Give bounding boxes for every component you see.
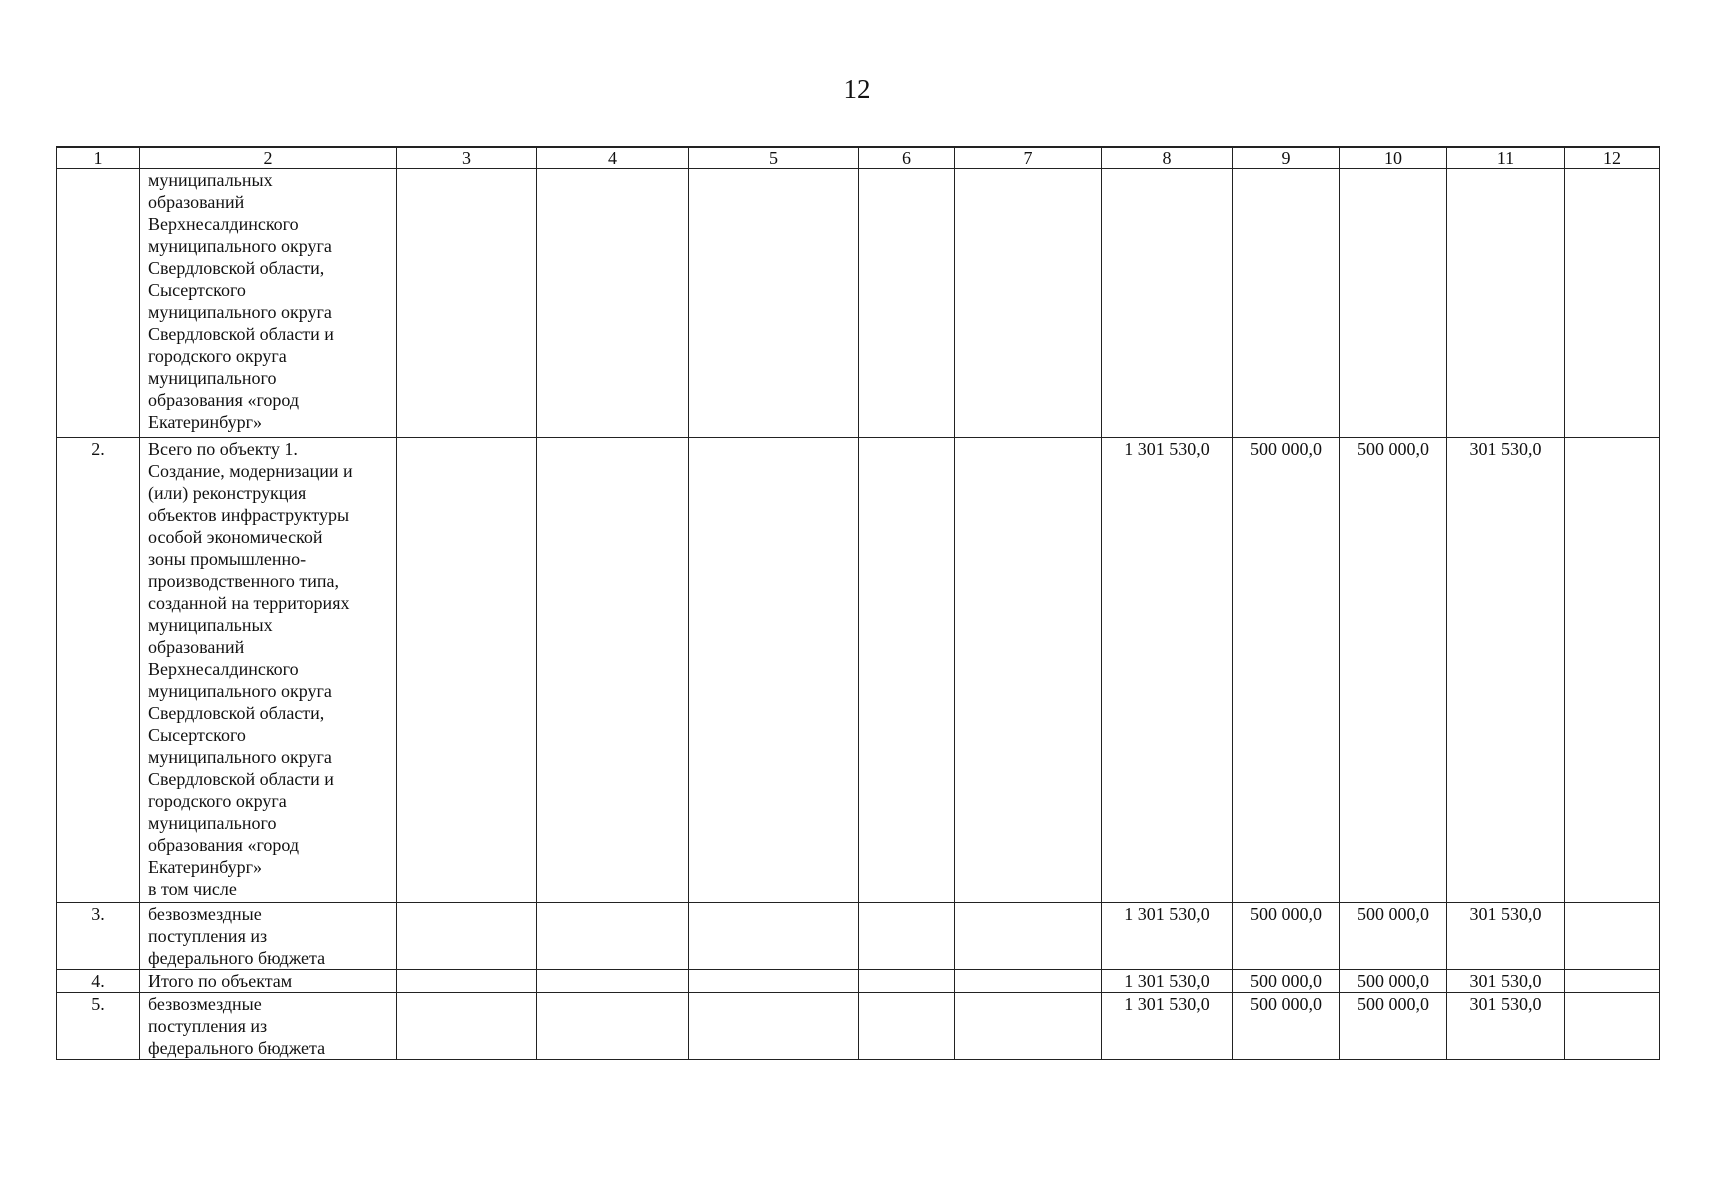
table-row <box>57 970 1660 993</box>
empty-cell <box>859 903 955 970</box>
column-header: 4 <box>537 147 689 169</box>
empty-cell <box>1565 993 1660 1060</box>
empty-cell <box>397 169 537 438</box>
row-description: Всего по объекту 1. Создание, модернизации и (или) реконструкция объектов инфраструктуры особой экономической зоны промышленно- производственного типа, созданной на территориях муниципальных образований Верхнесалдинского муниципального округа Свердловской области, Сысертского муниципального округа Свердловской области и городского округа муниципального образования «город Екатеринбург» в том числе <box>140 438 397 903</box>
empty-cell <box>955 438 1102 903</box>
empty-cell <box>537 970 689 993</box>
row-description: безвозмездные поступления из федерального бюджета <box>140 903 397 970</box>
value-col10: 500 000,0 <box>1340 970 1447 993</box>
empty-cell <box>1565 970 1660 993</box>
empty-cell <box>689 903 859 970</box>
page-number: 12 <box>843 74 871 104</box>
value-col11: 301 530,0 <box>1447 993 1565 1060</box>
row-number: 2. <box>57 438 140 903</box>
value-col9 <box>1233 169 1340 438</box>
empty-cell <box>689 438 859 903</box>
empty-cell <box>689 970 859 993</box>
value-col9: 500 000,0 <box>1233 993 1340 1060</box>
empty-cell <box>537 438 689 903</box>
empty-cell <box>689 993 859 1060</box>
value-col8: 1 301 530,0 <box>1102 970 1233 993</box>
value-col11: 301 530,0 <box>1447 438 1565 903</box>
row-number: 3. <box>57 903 140 970</box>
empty-cell <box>397 438 537 903</box>
table-row <box>57 438 1660 903</box>
column-header: 8 <box>1102 147 1233 169</box>
row-number: 5. <box>57 993 140 1060</box>
value-col11: 301 530,0 <box>1447 970 1565 993</box>
empty-cell <box>955 169 1102 438</box>
column-header: 12 <box>1565 147 1660 169</box>
empty-cell <box>537 169 689 438</box>
empty-cell <box>859 993 955 1060</box>
empty-cell <box>1565 903 1660 970</box>
column-header: 5 <box>689 147 859 169</box>
value-col11 <box>1447 169 1565 438</box>
table-row <box>57 903 1660 970</box>
empty-cell <box>397 993 537 1060</box>
row-description: Итого по объектам <box>140 970 397 993</box>
value-col8: 1 301 530,0 <box>1102 903 1233 970</box>
row-number: 4. <box>57 970 140 993</box>
column-header: 3 <box>397 147 537 169</box>
column-header: 7 <box>955 147 1102 169</box>
empty-cell <box>955 903 1102 970</box>
column-number-header-row <box>57 147 1660 169</box>
value-col10: 500 000,0 <box>1340 993 1447 1060</box>
value-col9: 500 000,0 <box>1233 903 1340 970</box>
empty-cell <box>689 169 859 438</box>
empty-cell <box>397 903 537 970</box>
empty-cell <box>955 970 1102 993</box>
column-header: 6 <box>859 147 955 169</box>
empty-cell <box>397 970 537 993</box>
value-col10: 500 000,0 <box>1340 903 1447 970</box>
empty-cell <box>859 169 955 438</box>
value-col9: 500 000,0 <box>1233 970 1340 993</box>
empty-cell <box>1565 169 1660 438</box>
table-row <box>57 169 1660 438</box>
row-number <box>57 169 140 438</box>
empty-cell <box>955 993 1102 1060</box>
value-col9: 500 000,0 <box>1233 438 1340 903</box>
row-description: муниципальных образований Верхнесалдинского муниципального округа Свердловской области, Сысертского муниципального округа Свердловской области и городского округа муниципального образования «город Екатеринбург» <box>140 169 397 438</box>
column-header: 2 <box>140 147 397 169</box>
empty-cell <box>537 993 689 1060</box>
row-description: безвозмездные поступления из федерального бюджета <box>140 993 397 1060</box>
table-row <box>57 993 1660 1060</box>
column-header: 9 <box>1233 147 1340 169</box>
value-col11: 301 530,0 <box>1447 903 1565 970</box>
column-header: 1 <box>57 147 140 169</box>
empty-cell <box>859 970 955 993</box>
column-header: 10 <box>1340 147 1447 169</box>
empty-cell <box>1565 438 1660 903</box>
empty-cell <box>859 438 955 903</box>
value-col10 <box>1340 169 1447 438</box>
value-col8 <box>1102 169 1233 438</box>
value-col8: 1 301 530,0 <box>1102 438 1233 903</box>
value-col10: 500 000,0 <box>1340 438 1447 903</box>
budget-table <box>56 146 1660 1060</box>
value-col8: 1 301 530,0 <box>1102 993 1233 1060</box>
column-header: 11 <box>1447 147 1565 169</box>
empty-cell <box>537 903 689 970</box>
